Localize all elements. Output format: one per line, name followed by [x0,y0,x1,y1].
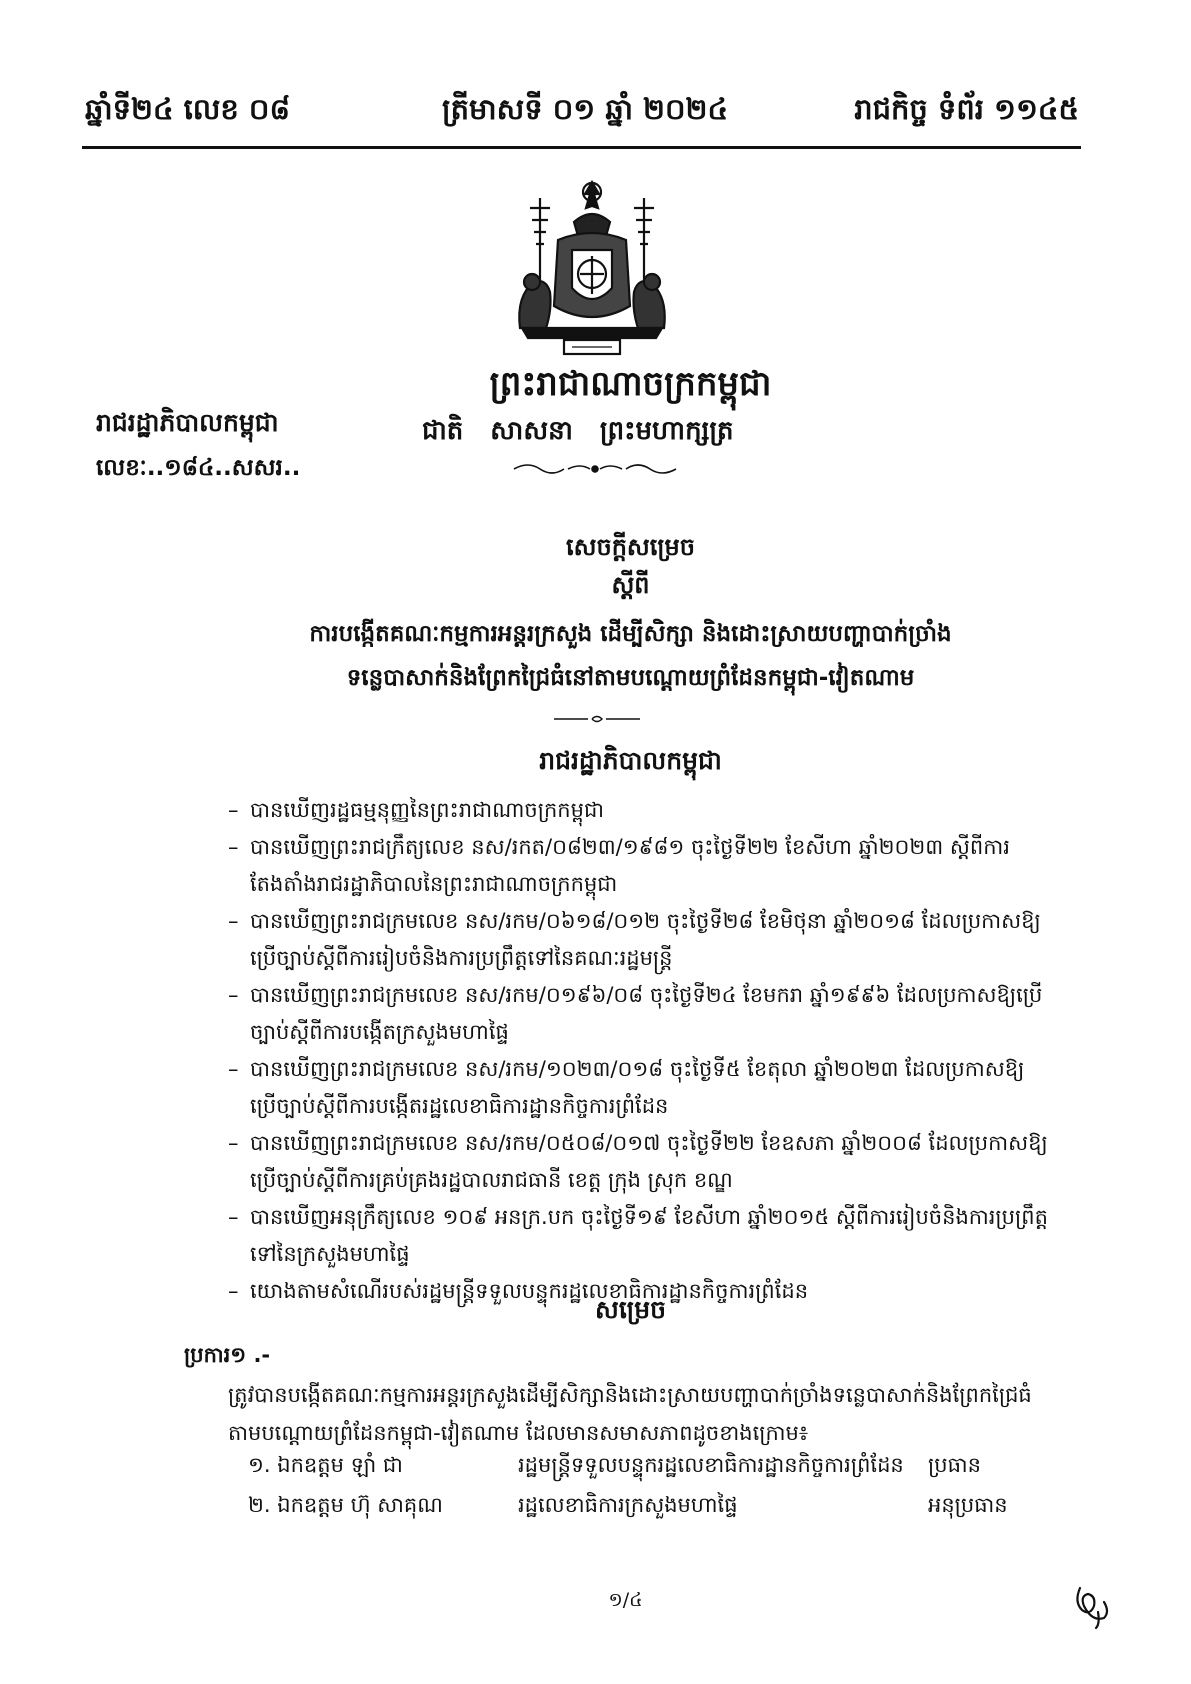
gazette-date: ត្រីមាសទី ០១ ឆ្នាំ ២០២៤ [442,92,729,126]
consideration-item: – បានឃើញព្រះរាជក្រមលេខ នស/រកម/០៥០៨/០១៧ ចុះថ្ងៃទី២២ ខែឧសភា ឆ្នាំ២០០៨ ដែលប្រកាសឱ្យប្រើច្បាប់ស្តីពីការគ្រប់គ្រងរដ្ឋបាលរាជធានី ខេត្ត ក្រុង ស្រុក ខណ្ឌ [228,1125,1048,1199]
consideration-item: – បានឃើញព្រះរាជក្រមលេខ នស/រកម/០៦១៨/០១២ ចុះថ្ងៃទី២៨ ខែមិថុនា ឆ្នាំ២០១៨ ដែលប្រកាសឱ្យប្រើច្បាប់ស្តីពីការរៀបចំនិងការប្រព្រឹត្តទៅនៃគណៈរដ្ឋមន្ត្រី [228,903,1048,977]
member-role: ប្រធាន [928,1453,981,1477]
decision-heading: សម្រេច [595,1295,666,1324]
about-label: ស្តីពី [611,571,650,599]
subject-line-1: ការបង្កើតគណៈកម្មការអន្តរក្រសួង ដើម្បីសិក្សា និងដោះស្រាយបញ្ហាបាក់ច្រាំង [309,621,952,647]
header-rule [82,146,1081,149]
consideration-item: – បានឃើញព្រះរាជក្រឹត្យលេខ នស/រកត/០៨២៣/១៩៨១ ចុះថ្ងៃទី២២ ខែសីហា ឆ្នាំ២០២៣ ស្តីពីការតែងតាំងរាជរដ្ឋាភិបាលនៃព្រះរាជាណាចក្រកម្ពុជា [228,829,1048,903]
royal-coat-of-arms-icon [502,178,682,358]
handwritten-initial-icon [1070,1578,1112,1630]
page-number: ១/៤ [608,1589,643,1611]
member-position: រដ្ឋលេខាធិការក្រសួងមហាផ្ទៃ [518,1493,738,1517]
consideration-item: – បានឃើញព្រះរាជក្រមលេខ នស/រកម/០១៩៦/០៨ ចុះថ្ងៃទី២៤ ខែមករា ឆ្នាំ១៩៩៦ ដែលប្រកាសឱ្យប្រើច្បាប់ស្តីពីការបង្កើតក្រសួងមហាផ្ទៃ [228,977,1048,1051]
kingdom-title: ព្រះរាជាណាចក្រកម្ពុជា [489,364,772,404]
document-type: សេចក្តីសម្រេច [565,533,696,561]
reference-number: លេខៈ..១៨៤..សសរ.. [96,455,301,481]
member-row [0,1492,1191,1532]
member-name: ២. ឯកឧត្តម ហ៊ុ សាគុណ [248,1493,443,1517]
consideration-item: – បានឃើញព្រះរាជក្រមលេខ នស/រកម/១០២៣/០១៨ ចុះថ្ងៃទី៥ ខែតុលា ឆ្នាំ២០២៣ ដែលប្រកាសឱ្យប្រើច្បាប់ស្តីពីការបង្កើតរដ្ឋលេខាធិការដ្ឋានកិច្ចការព្រំដែន [228,1051,1048,1125]
consideration-item: – បានឃើញអនុក្រឹត្យលេខ ១០៩ អនក្រ.បក ចុះថ្ងៃទី១៩ ខែសីហា ឆ្នាំ២០១៥ ស្តីពីការរៀបចំនិងការប្រព្រឹត្តទៅនៃក្រសួងមហាផ្ទៃ [228,1199,1048,1273]
article-1-title: ប្រការ១ .- [184,1343,271,1367]
member-name: ១. ឯកឧត្តម ឡាំ ជា [248,1453,403,1477]
article-1-body: ត្រូវបានបង្កើតគណៈកម្មការអន្តរក្រសួងដើម្បីសិក្សានិងដោះស្រាយបញ្ហាបាក់ច្រាំងទន្លេបាសាក់និងព្រែកជ្រៃធំតាមបណ្តោយព្រំដែនកម្ពុជា-វៀតណាម ដែលមានសមាសភាពដូចខាងក្រោម៖ [228,1383,1032,1445]
member-role: អនុប្រធាន [928,1493,1008,1517]
member-row [0,1452,1191,1492]
gazette-issue: ឆ្នាំទី២៤ លេខ ០៨ [85,92,290,126]
considerations-list [228,792,1048,1310]
consideration-item: – បានឃើញរដ្ឋធម្មនុញ្ញនៃព្រះរាជាណាចក្រកម្ពុជា [228,792,1048,829]
issuing-authority: រាជរដ្ឋាភិបាលកម្ពុជា [96,408,279,437]
subject-line-2: ទន្លេបាសាក់និងព្រែកជ្រៃធំនៅតាមបណ្តោយព្រំដែនកម្ពុជា-វៀតណាម [346,665,915,691]
small-divider-icon [552,714,642,724]
national-motto: ជាតិ សាសនា ព្រះមហាក្សត្រ [422,416,734,446]
consideration-item: – យោងតាមសំណើរបស់រដ្ឋមន្ត្រីទទួលបន្ទុករដ្ឋលេខាធិការដ្ឋានកិច្ចការព្រំដែន [228,1273,1048,1310]
gazette-page: រាជកិច្ច ទំព័រ ១១៤៥ [854,92,1079,126]
government-heading: រាជរដ្ឋាភិបាលកម្ពុជា [539,746,722,775]
member-position: រដ្ឋមន្ត្រីទទួលបន្ទុករដ្ឋលេខាធិការដ្ឋានកិច្ចការព្រំដែន [518,1453,904,1477]
ornament-divider-icon [510,460,680,478]
